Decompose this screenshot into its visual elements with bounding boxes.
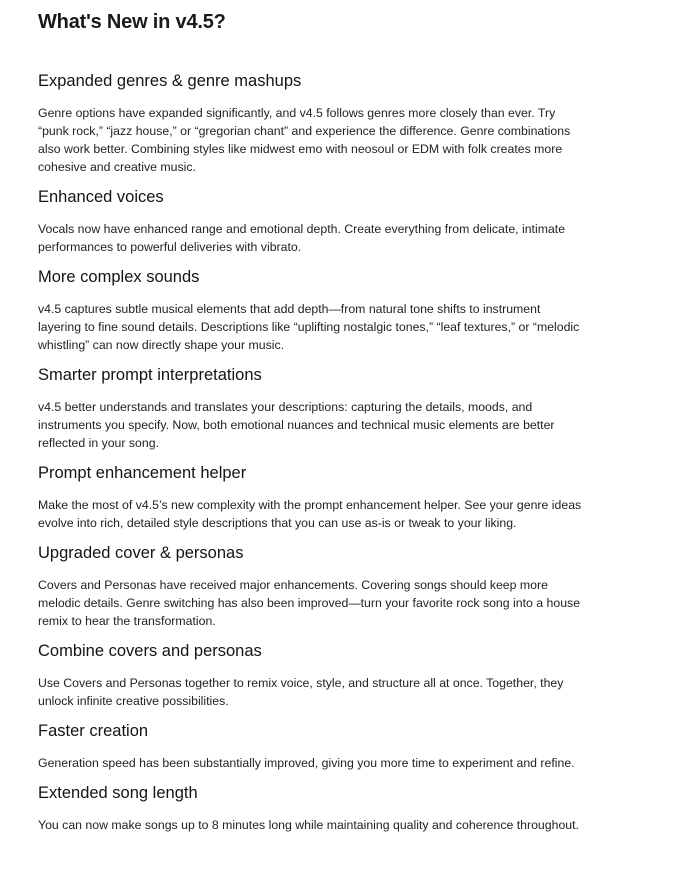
section-heading: Expanded genres & genre mashups xyxy=(38,72,302,90)
section-body: v4.5 captures subtle musical elements that add depth—from natural tone shifts to instrument layering to fine sound details. Descriptions like “uplifting nostalgic tones,” “leaf textures,” or “melodic whistling” can now directly shape your music. xyxy=(38,302,580,352)
section-heading: Faster creation xyxy=(38,722,149,740)
section-body: Covers and Personas have received major enhancements. Covering songs should keep more melodic details. Genre switching has also been improved—turn your favorite rock song into a house remix to hear the transformation. xyxy=(38,578,581,628)
section-upgraded-covers xyxy=(38,542,658,630)
section-combine-covers xyxy=(38,640,658,710)
section-complex-sounds xyxy=(38,266,658,354)
section-body: Use Covers and Personas together to remix voice, style, and structure all at once. Together, they unlock infinite creative possibilities. xyxy=(38,676,564,708)
section-smarter-prompts xyxy=(38,364,658,452)
section-heading: More complex sounds xyxy=(38,268,200,286)
page-title: What's New in v4.5? xyxy=(38,11,226,33)
section-body: Vocals now have enhanced range and emotional depth. Create everything from delicate, intimate performances to powerful deliveries with vibrato. xyxy=(38,222,566,254)
section-faster-creation xyxy=(38,720,658,772)
section-song-length xyxy=(38,782,658,834)
section-body: Make the most of v4.5’s new complexity with the prompt enhancement helper. See your genre ideas evolve into rich, detailed style descriptions that you can use as-is or tweak to your liking. xyxy=(38,498,582,530)
section-body: v4.5 better understands and translates your descriptions: capturing the details, moods, and instruments you specify. Now, both emotional nuances and technical music elements are better reflected in your song. xyxy=(38,400,555,450)
section-expanded-genres xyxy=(38,70,658,176)
section-heading: Enhanced voices xyxy=(38,188,164,206)
section-heading: Smarter prompt interpretations xyxy=(38,366,262,384)
section-body: Genre options have expanded significantly, and v4.5 follows genres more closely than ever. Try “punk rock,” “jazz house,” or “gregorian chant” and experience the difference. Genre combinations also work better. Combining styles like midwest emo with neosoul or EDM with folk creates more cohesive and creative music. xyxy=(38,106,571,174)
section-heading: Extended song length xyxy=(38,784,198,802)
section-prompt-helper xyxy=(38,462,658,532)
section-body: You can now make songs up to 8 minutes long while maintaining quality and coherence throughout. xyxy=(38,818,579,832)
section-heading: Upgraded cover & personas xyxy=(38,544,244,562)
section-enhanced-voices xyxy=(38,186,658,256)
section-body: Generation speed has been substantially improved, giving you more time to experiment and refine. xyxy=(38,756,575,770)
section-heading: Combine covers and personas xyxy=(38,642,262,660)
section-heading: Prompt enhancement helper xyxy=(38,464,247,482)
